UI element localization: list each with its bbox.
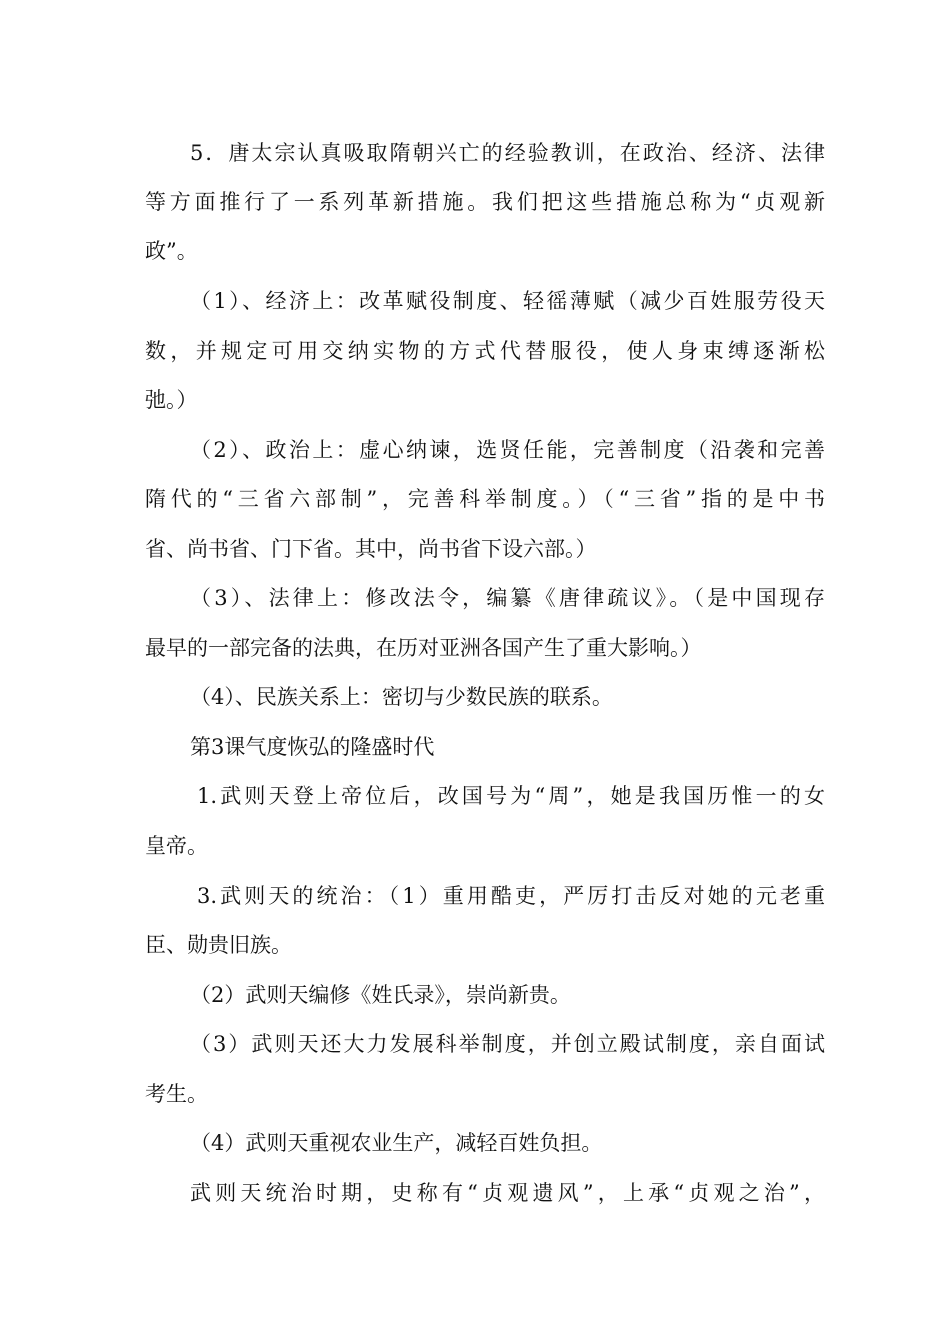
point-3-item-3-line-1: （3）武则天还大力发展科举制度，并创立殿试制度，亲自面试 [190,1032,825,1056]
closing-paragraph-line-1: 武则天统治时期，史称有“贞观遗风”，上承“贞观之治”， [190,1181,825,1205]
paragraph-5-line-2: 等方面推行了一系列革新措施。我们把这些措施总称为“贞观新 [145,190,825,214]
item-politics-line-3: 省、尚书省、门下省。其中，尚书省下设六部。） [145,537,597,561]
item-politics-line-2: 隋代的“三省六部制”，完善科举制度。）（“三省”指的是中书 [145,487,825,511]
point-1-line-2: 皇帝。 [145,834,208,858]
paragraph-5-line-3: 政”。 [145,239,198,263]
point-3-item-3-line-2: 考生。 [145,1082,208,1106]
item-politics-line-1: （2）、政治上：虚心纳谏，选贤任能，完善制度（沿袭和完善 [190,438,825,462]
point-1-line-1: 1.武则天登上帝位后，改国号为“周”，她是我国历惟一的女 [197,784,825,808]
lesson-3-heading: 第3课气度恢弘的隆盛时代 [190,735,435,759]
point-3-line-2: 臣、勋贵旧族。 [145,933,292,957]
point-3-item-4: （4）武则天重视农业生产，减轻百姓负担。 [190,1131,603,1155]
item-economy-line-1: （1）、经济上：改革赋役制度、轻徭薄赋（减少百姓服劳役天 [190,289,825,313]
item-ethnic-relations: （4）、民族关系上：密切与少数民族的联系。 [190,685,613,709]
item-law-line-2: 最早的一部完备的法典，在历对亚洲各国产生了重大影响。） [145,636,702,660]
item-economy-line-2: 数，并规定可用交纳实物的方式代替服役，使人身束缚逐渐松 [145,339,825,363]
paragraph-5-line-1: 5．唐太宗认真吸取隋朝兴亡的经验教训，在政治、经济、法律 [190,141,825,165]
point-3-item-2: （2）武则天编修《姓氏录》，崇尚新贵。 [190,983,571,1007]
point-3-line-1: 3.武则天的统治：（1）重用酷吏，严厉打击反对她的元老重 [197,884,825,908]
item-economy-line-3: 弛。） [145,388,198,412]
item-law-line-1: （3）、法律上：修改法令，编纂《唐律疏议》。（是中国现存 [190,586,825,610]
